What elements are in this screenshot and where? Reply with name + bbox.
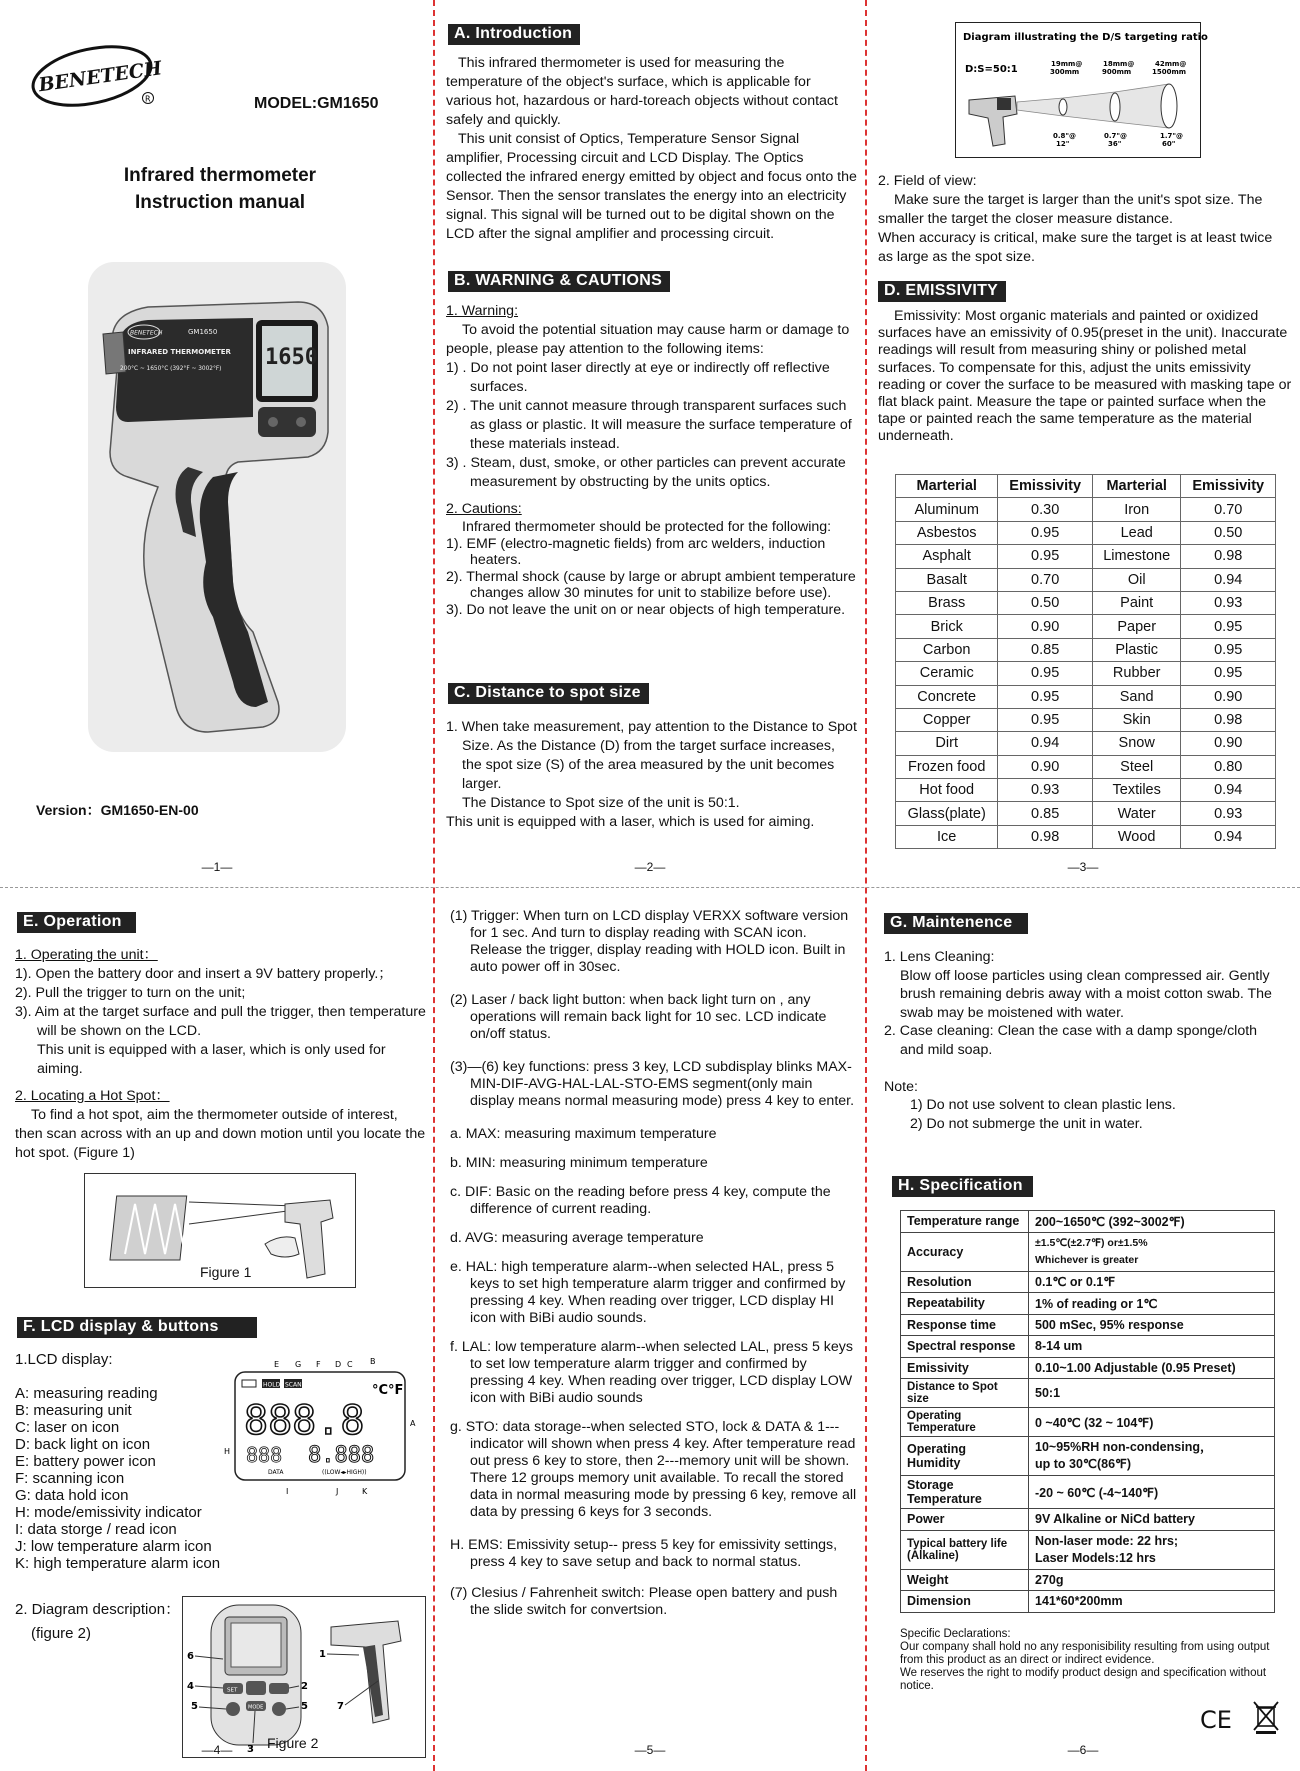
spec-value-line: Laser Models:12 hrs bbox=[1035, 1550, 1156, 1565]
table-row bbox=[896, 638, 1276, 661]
spot-size-label: 1.7"@ bbox=[1160, 132, 1184, 140]
table-cell: 0.50 bbox=[998, 591, 1093, 614]
table-header: Marterial bbox=[1092, 475, 1181, 498]
operation-step: 2). Pull the trigger to turn on the unit; bbox=[15, 985, 246, 1001]
spec-label: Distance to Spot size bbox=[901, 1379, 1029, 1408]
table-cell: Asbestos bbox=[896, 521, 998, 544]
table-cell: Skin bbox=[1092, 708, 1181, 731]
table-cell: 0.70 bbox=[998, 568, 1093, 591]
spec-value: 0 ~40℃ (32 ~ 104℉) bbox=[1029, 1408, 1275, 1437]
lcd-main-digits: 888.8 bbox=[244, 1398, 365, 1444]
table-row bbox=[901, 1379, 1275, 1408]
warning-subheading: 1. Warning: bbox=[446, 303, 519, 319]
warnings-block bbox=[446, 302, 858, 618]
list-item: g. STO: data storage--when selected STO, lock & DATA & 1---indicator will shown when press 4 key. After temperature read out press 6 key to store, then 2---memory unit will be shown. There 12 groups memory unit available. To recall the stored data in normal measuring mode by pressing 6 key, remove all data by pressing 6 keys for 3 seconds. bbox=[450, 1419, 857, 1520]
table-cell: 0.95 bbox=[1181, 638, 1276, 661]
lcd-callout-letter: B bbox=[370, 1357, 376, 1366]
lcd-callout-letter: D bbox=[335, 1360, 342, 1369]
warning-item: 1) . Do not point laser directly at eye or indirectly off reflective surfaces. bbox=[446, 360, 830, 395]
ds-ratio-label: D:S=50:1 bbox=[965, 64, 1018, 75]
table-cell: 0.90 bbox=[998, 615, 1093, 638]
spot-size-label: 0.7"@ bbox=[1104, 132, 1128, 140]
operation-heading: E. Operation bbox=[17, 912, 136, 933]
table-cell: Ice bbox=[896, 825, 998, 848]
table-cell: Basalt bbox=[896, 568, 998, 591]
table-cell: 0.94 bbox=[998, 732, 1093, 755]
svg-text:R: R bbox=[145, 94, 151, 104]
maintenance-text bbox=[884, 948, 1284, 1133]
operating-subheading: 1. Operating the unit： bbox=[15, 947, 158, 963]
caution-intro: Infrared thermometer should be protected for the following: bbox=[462, 519, 832, 535]
emissivity-paragraph: Emissivity: Most organic materials and painted or oxidized surfaces have an emissivity of 0.95(preset in the unit). Inaccurate readings will result from measuring shiny or polished metal surfaces. To compensate for this, adjust the units emissivity reading or cover the surface to be measured with masking tape or flat black paint. Measure the tape or painted surface when the tape or painted reach the same temperature as the material underneath. bbox=[878, 308, 1292, 445]
spec-value-line: 10~95%RH non-condensing， bbox=[1035, 1440, 1213, 1454]
list-item: d. AVG: measuring average temperature bbox=[450, 1230, 704, 1246]
table-row bbox=[896, 591, 1276, 614]
table-cell: 0.94 bbox=[1181, 779, 1276, 802]
distance-paragraph-2: The Distance to Spot size of the unit is 50:1. bbox=[462, 795, 740, 811]
lcd-scan-icon: SCAN bbox=[285, 1381, 302, 1389]
device-label-text: INFRARED THERMOMETER bbox=[128, 348, 231, 356]
spec-label: Power bbox=[901, 1509, 1029, 1531]
button-callout-number: 2 bbox=[301, 1681, 308, 1692]
declarations-heading: Specific Declarations: bbox=[900, 1628, 1011, 1640]
table-cell: Snow bbox=[1092, 732, 1181, 755]
operation-text bbox=[15, 944, 429, 1163]
lcd-heading: F. LCD display & buttons bbox=[17, 1317, 257, 1338]
lcd-legend bbox=[15, 1351, 240, 1572]
spec-value: 270g bbox=[1029, 1569, 1275, 1591]
page-number: —5— bbox=[634, 1743, 666, 1757]
warning-heading: B. WARNING & CAUTIONS bbox=[448, 271, 670, 292]
fov-paragraph-2: When accuracy is critical, make sure the target is at least twice as large as the spot size. bbox=[878, 230, 1273, 265]
list-item: G: data hold icon bbox=[15, 1487, 129, 1504]
operation-step: 3). Aim at the target surface and pull the trigger, then temperature will be shown on the LCD. bbox=[15, 1004, 426, 1039]
spot-size-label: 1500mm bbox=[1152, 68, 1187, 76]
lcd-hold-icon: HOLD bbox=[263, 1381, 281, 1389]
list-item: a. MAX: measuring maximum temperature bbox=[450, 1126, 717, 1142]
table-row bbox=[901, 1314, 1275, 1336]
table-cell: 0.93 bbox=[998, 779, 1093, 802]
lcd-sub-digits: 8.888 bbox=[308, 1443, 375, 1468]
section-c-title bbox=[448, 683, 649, 704]
lcd-legend-list bbox=[15, 1385, 240, 1572]
list-item: (1) Trigger: When turn on LCD display VERXX software version for 1 sec. And turn to display reading with SCAN icon. Release the trigger, display reading with HOLD icon. Built in auto power off in 30sec. bbox=[450, 908, 849, 975]
list-item: (2) Laser / back light button: when back light turn on , any operations will remain back light for 10 sec. LCD indicate on/off status. bbox=[450, 992, 827, 1042]
figure-2-caption: Figure 2 bbox=[267, 1735, 319, 1751]
thermometer-photo bbox=[88, 262, 346, 752]
section-a-title bbox=[448, 24, 580, 45]
section-d-title bbox=[878, 281, 1006, 302]
page-5 bbox=[434, 888, 866, 1771]
spec-label: Typical battery life (Alkaline) bbox=[901, 1530, 1029, 1569]
table-cell: 0.90 bbox=[998, 755, 1093, 778]
page-4 bbox=[0, 888, 434, 1771]
field-of-view bbox=[878, 172, 1288, 267]
warning-item: 3) . Steam, dust, smoke, or other particles can prevent accurate measurement by obstructing by the units optics. bbox=[446, 455, 846, 490]
hot-spot-subheading: 2. Locating a Hot Spot： bbox=[15, 1088, 170, 1104]
table-cell: Water bbox=[1092, 802, 1181, 825]
page-number: —2— bbox=[634, 860, 666, 874]
lcd-data-icon: DATA bbox=[268, 1469, 284, 1476]
list-item: A: measuring reading bbox=[15, 1385, 158, 1402]
distance-paragraph-3: This unit is equipped with a laser, which is used for aiming. bbox=[446, 814, 815, 830]
spec-value-line: up to 30℃(86℉) bbox=[1035, 1457, 1132, 1471]
table-row bbox=[896, 802, 1276, 825]
spec-value: 500 mSec, 95% response bbox=[1029, 1314, 1275, 1336]
table-cell: Plastic bbox=[1092, 638, 1181, 661]
table-cell: 0.70 bbox=[1181, 498, 1276, 521]
table-cell: Limestone bbox=[1092, 545, 1181, 568]
page-number: —3— bbox=[1067, 860, 1099, 874]
hot-spot-paragraph: To find a hot spot, aim the thermometer outside of interest, then scan across with an up and down motion until you locate the hot spot. (Figure 1) bbox=[15, 1107, 426, 1161]
spec-label: Repeatability bbox=[901, 1293, 1029, 1315]
operation-step: 1). Open the battery door and insert a 9V battery properly.； bbox=[15, 966, 393, 982]
table-cell: Paint bbox=[1092, 591, 1181, 614]
table-cell: Asphalt bbox=[896, 545, 998, 568]
button-callout-number: 5 bbox=[301, 1701, 308, 1712]
table-row bbox=[896, 545, 1276, 568]
spec-label: Temperature range bbox=[901, 1211, 1029, 1233]
intro-paragraph-1: This infrared thermometer is used for measuring the temperature of the object's surface, which is applicable for various hot, hazardous or hard-toreach objects without contact safely and quickly. bbox=[446, 55, 838, 128]
spec-label: Weight bbox=[901, 1569, 1029, 1591]
table-cell: Carbon bbox=[896, 638, 998, 661]
table-cell: Rubber bbox=[1092, 662, 1181, 685]
section-f-title bbox=[17, 1317, 257, 1338]
spec-value: 9V Alkaline or NiCd battery bbox=[1029, 1509, 1275, 1531]
spec-value: 8-14 um bbox=[1029, 1336, 1275, 1358]
lcd-callout-letter: E bbox=[274, 1360, 280, 1369]
spot-size-label: 18mm@ bbox=[1103, 60, 1135, 68]
spot-size-label: 42mm@ bbox=[1155, 60, 1187, 68]
version-label: Version：GM1650-EN-00 bbox=[36, 802, 199, 818]
table-cell: 0.95 bbox=[1181, 662, 1276, 685]
spec-label: Spectral response bbox=[901, 1336, 1029, 1358]
table-row bbox=[901, 1476, 1275, 1509]
declarations bbox=[900, 1628, 1280, 1693]
section-h-title bbox=[892, 1176, 1033, 1197]
table-row bbox=[896, 662, 1276, 685]
list-item: f. LAL: low temperature alarm--when selected LAL, press 5 keys to set low temperature alarm trigger and confirmed by pressing 4 key. When reading over trigger, LCD display LOW icon with BiBi audio sounds bbox=[450, 1339, 853, 1406]
table-row bbox=[901, 1271, 1275, 1293]
caution-item: 2). Thermal shock (cause by large or abrupt ambient temperature changes allow 30 minutes for unit to stabilize before use). bbox=[446, 568, 856, 601]
table-row bbox=[901, 1357, 1275, 1379]
device-range-text: 200°C ~ 1650°C (392°F ~ 3002°F) bbox=[120, 366, 222, 372]
distance-heading: C. Distance to spot size bbox=[448, 683, 649, 704]
table-cell: Concrete bbox=[896, 685, 998, 708]
button-callout-number: 3 bbox=[247, 1744, 254, 1755]
device-reading-text: 1650 bbox=[265, 345, 318, 370]
table-cell: Oil bbox=[1092, 568, 1181, 591]
diagram-subheading: (figure 2) bbox=[31, 1625, 92, 1642]
list-item: J: low temperature alarm icon bbox=[15, 1538, 212, 1555]
lcd-display-diagram bbox=[224, 1356, 428, 1496]
note-item: 1) Do not use solvent to clean plastic lens. bbox=[910, 1097, 1176, 1114]
table-cell: Dirt bbox=[896, 732, 998, 755]
spec-label: Resolution bbox=[901, 1271, 1029, 1293]
lcd-sub-digits: 888 bbox=[246, 1443, 283, 1467]
table-cell: 0.95 bbox=[1181, 615, 1276, 638]
table-cell: 0.98 bbox=[1181, 545, 1276, 568]
document-title bbox=[60, 162, 380, 216]
table-cell: 0.50 bbox=[1181, 521, 1276, 544]
table-cell: Copper bbox=[896, 708, 998, 731]
lcd-callout-letter: C bbox=[347, 1360, 353, 1369]
caution-subheading: 2. Cautions: bbox=[446, 501, 522, 517]
spec-value: 1% of reading or 1℃ bbox=[1029, 1293, 1275, 1315]
table-cell: 0.94 bbox=[1181, 825, 1276, 848]
specification-table bbox=[900, 1210, 1275, 1613]
table-row bbox=[901, 1591, 1275, 1613]
table-cell: 0.90 bbox=[1181, 732, 1276, 755]
page-number: —4— bbox=[201, 1743, 233, 1757]
section-e-title bbox=[17, 912, 136, 933]
maintenance-item: 1. Lens Cleaning: bbox=[884, 949, 995, 965]
spot-size-label: 0.8"@ bbox=[1053, 132, 1077, 140]
table-row bbox=[901, 1530, 1275, 1569]
table-cell: 0.95 bbox=[998, 662, 1093, 685]
spec-value: 141*60*200mm bbox=[1029, 1591, 1275, 1613]
list-item: E: battery power icon bbox=[15, 1453, 156, 1470]
table-row bbox=[896, 498, 1276, 521]
diagram-title: Diagram illustrating the D/S targeting ratio bbox=[963, 32, 1208, 43]
spec-value-line: Whichever is greater bbox=[1035, 1253, 1139, 1266]
distance-text bbox=[446, 718, 858, 832]
lcd-alarm-icon: ((LOW◂▸HIGH)) bbox=[322, 1469, 367, 1476]
spec-label: Dimension bbox=[901, 1591, 1029, 1613]
list-item: (7) Clesius / Fahrenheit switch: Please open battery and push the slide switch for convertsion. bbox=[450, 1585, 838, 1618]
table-cell: Hot food bbox=[896, 779, 998, 802]
table-cell: Frozen food bbox=[896, 755, 998, 778]
table-row bbox=[896, 755, 1276, 778]
list-item: B: measuring unit bbox=[15, 1402, 132, 1419]
title-line-1: Infrared thermometer bbox=[123, 165, 317, 186]
table-row bbox=[896, 779, 1276, 802]
distance-paragraph-1: 1. When take measurement, pay attention to the Distance to Spot Size. As the Distance (D) from the target surface increases, the spot size (S) of the area measured by the unit becomes larger. bbox=[446, 719, 857, 792]
intro-text bbox=[446, 54, 858, 244]
figure-2 bbox=[182, 1596, 426, 1758]
caution-item: 3). Do not leave the unit on or near objects of high temperature. bbox=[446, 601, 846, 618]
fov-paragraph-1: Make sure the target is larger than the unit's spot size. The smaller the target the closer measure distance. bbox=[878, 192, 1263, 227]
spec-label: Operating Temperature bbox=[901, 1408, 1029, 1437]
device-model-text: GM1650 bbox=[188, 328, 218, 336]
table-row bbox=[896, 825, 1276, 848]
lcd-callout-letter: I bbox=[286, 1487, 289, 1496]
table-cell: 0.85 bbox=[998, 638, 1093, 661]
table-cell: 0.90 bbox=[1181, 685, 1276, 708]
list-item: C: laser on icon bbox=[15, 1419, 120, 1436]
list-item: D: back light on icon bbox=[15, 1436, 151, 1453]
spec-value-line: ±1.5℃(±2.7℉) or±1.5% bbox=[1035, 1236, 1148, 1249]
table-cell: 0.95 bbox=[998, 685, 1093, 708]
spot-size-label: 12" bbox=[1056, 140, 1070, 148]
spec-value bbox=[1029, 1232, 1275, 1271]
spec-value: -20 ~ 60℃ (-4~140℉) bbox=[1029, 1476, 1275, 1509]
declarations-text: Our company shall hold no any responisibility resulting from using output from this product as an direct or indirect evidence. We reserves the right to modify product design and specification without notice. bbox=[900, 1641, 1270, 1692]
table-row bbox=[901, 1232, 1275, 1271]
specification-heading: H. Specification bbox=[892, 1176, 1033, 1197]
note-item: 2) Do not submerge the unit in water. bbox=[910, 1115, 1143, 1132]
table-cell: Glass(plate) bbox=[896, 802, 998, 825]
page-3 bbox=[866, 0, 1300, 888]
table-row bbox=[896, 685, 1276, 708]
table-cell: 0.85 bbox=[998, 802, 1093, 825]
spec-label: Accuracy bbox=[901, 1232, 1029, 1271]
table-row bbox=[901, 1437, 1275, 1476]
emissivity-table bbox=[895, 474, 1276, 849]
table-cell: Sand bbox=[1092, 685, 1181, 708]
table-row bbox=[901, 1336, 1275, 1358]
button-callout-number: 7 bbox=[337, 1701, 344, 1712]
table-row bbox=[896, 521, 1276, 544]
spot-size-label: 900mm bbox=[1102, 68, 1132, 76]
lcd-callout-letter: A bbox=[410, 1419, 416, 1428]
set-button-label: SET bbox=[227, 1687, 238, 1694]
table-row bbox=[896, 568, 1276, 591]
table-cell: 0.98 bbox=[1181, 708, 1276, 731]
table-row bbox=[896, 732, 1276, 755]
table-row bbox=[896, 708, 1276, 731]
list-item: H. EMS: Emissivity setup-- press 5 key for emissivity settings, press 4 key to save setup and back to normal status. bbox=[450, 1537, 838, 1570]
table-cell: 0.94 bbox=[1181, 568, 1276, 591]
list-item: (3)—(6) key functions: press 3 key, LCD subdisplay blinks MAX-MIN-DIF-AVG-HAL-LAL-STO-EMS segment(only main display means normal measuring mode) press 4 key to enter. bbox=[450, 1059, 855, 1109]
section-b-title bbox=[448, 271, 670, 292]
table-cell: Aluminum bbox=[896, 498, 998, 521]
button-callout-number: 6 bbox=[187, 1651, 194, 1662]
table-row bbox=[901, 1569, 1275, 1591]
table-cell: Wood bbox=[1092, 825, 1181, 848]
table-header-row bbox=[896, 475, 1276, 498]
table-cell: 0.95 bbox=[998, 521, 1093, 544]
spec-label: Emissivity bbox=[901, 1357, 1029, 1379]
device-brand-text: BENETECH bbox=[130, 329, 163, 337]
table-row bbox=[901, 1509, 1275, 1531]
spec-value: 50:1 bbox=[1029, 1379, 1275, 1408]
table-row bbox=[901, 1211, 1275, 1233]
spec-value-line: Non-laser mode: 22 hrs; bbox=[1035, 1533, 1179, 1548]
table-cell: 0.93 bbox=[1181, 802, 1276, 825]
lcd-subheading: 1.LCD display: bbox=[15, 1351, 113, 1368]
spot-size-label: 300mm bbox=[1050, 68, 1080, 76]
table-header: Emissivity bbox=[1181, 475, 1276, 498]
table-row bbox=[896, 615, 1276, 638]
emissivity-heading: D. EMISSIVITY bbox=[878, 281, 1006, 302]
table-header: Emissivity bbox=[998, 475, 1093, 498]
table-cell: 0.95 bbox=[998, 708, 1093, 731]
warning-item: 2) . The unit cannot measure through transparent surfaces such as glass or plastic. It will measure the surface temperature of these materials instead. bbox=[446, 398, 852, 452]
table-cell: Lead bbox=[1092, 521, 1181, 544]
list-item: c. DIF: Basic on the reading before press 4 key, compute the difference of current reading. bbox=[450, 1184, 831, 1217]
list-item: I: data storge / read icon bbox=[15, 1521, 177, 1538]
table-cell: 0.30 bbox=[998, 498, 1093, 521]
intro-paragraph-2: This unit consist of Optics, Temperature Sensor Signal amplifier, Processing circuit and LCD Display. The Optics collected the infrared energy emitted by object and focus onto the Sensor. Then the sensor translates the energy into an electricity signal. This signal will be turned out to be digital shown on the LCD after the signal amplifier and processing circuit. bbox=[446, 131, 857, 242]
table-cell: 0.93 bbox=[1181, 591, 1276, 614]
table-cell: 0.98 bbox=[998, 825, 1093, 848]
spec-label: Response time bbox=[901, 1314, 1029, 1336]
table-cell: Brick bbox=[896, 615, 998, 638]
page-1 bbox=[0, 0, 434, 888]
button-callout-number: 1 bbox=[319, 1649, 326, 1660]
section-g-title bbox=[884, 913, 1028, 934]
weee-bin-icon bbox=[1252, 1700, 1280, 1734]
table-cell: Paper bbox=[1092, 615, 1181, 638]
caution-item: 1). EMF (electro-magnetic fields) from arc welders, induction heaters. bbox=[446, 535, 826, 568]
page-number: —1— bbox=[201, 860, 233, 874]
figure-1-caption: Figure 1 bbox=[200, 1264, 252, 1280]
list-item: F: scanning icon bbox=[15, 1470, 125, 1487]
page-2 bbox=[434, 0, 866, 888]
list-item: e. HAL: high temperature alarm--when selected HAL, press 5 keys to set high temperature alarm trigger and confirmed by pressing 4 key. When reading over trigger, LCD display HI icon with BiBi audio sounds. bbox=[450, 1259, 846, 1326]
spot-size-label: 36" bbox=[1108, 140, 1122, 148]
spot-size-label: 19mm@ bbox=[1051, 60, 1083, 68]
spec-value: 0.1℃ or 0.1℉ bbox=[1029, 1271, 1275, 1293]
ds-ratio-diagram bbox=[955, 22, 1208, 158]
list-item: b. MIN: measuring minimum temperature bbox=[450, 1155, 708, 1171]
lcd-callout-letter: H bbox=[224, 1447, 231, 1456]
spec-value: 0.10~1.00 Adjustable (0.95 Preset) bbox=[1029, 1357, 1275, 1379]
button-callout-number: 4 bbox=[187, 1681, 194, 1692]
button-callout-number: 5 bbox=[191, 1701, 198, 1712]
intro-heading: A. Introduction bbox=[448, 24, 580, 45]
note-heading: Note: bbox=[884, 1078, 918, 1095]
table-cell: Iron bbox=[1092, 498, 1181, 521]
brand-logo-text: BENETECH bbox=[37, 57, 164, 97]
spot-size-label: 60" bbox=[1162, 140, 1176, 148]
emissivity-text bbox=[878, 308, 1292, 446]
lcd-unit-icon: °C°F bbox=[372, 1383, 404, 1398]
warning-intro: To avoid the potential situation may cause harm or damage to people, please pay attention to the following items: bbox=[446, 322, 850, 357]
diagram-heading: 2. Diagram description： bbox=[15, 1601, 181, 1618]
maintenance-item: Blow off loose particles using clean compressed air. Gently brush remaining debris away with a moist cotton swab. The swab may be moistened with water. bbox=[900, 967, 1272, 1021]
table-cell: 0.80 bbox=[1181, 755, 1276, 778]
model-label: MODEL:GM1650 bbox=[254, 95, 379, 112]
table-cell: Ceramic bbox=[896, 662, 998, 685]
lcd-callout-letter: K bbox=[362, 1487, 368, 1496]
spec-value: 200~1650℃ (392~3002℉) bbox=[1029, 1211, 1275, 1233]
list-item: H: mode/emissivity indicator bbox=[15, 1504, 202, 1521]
lcd-callout-letter: J bbox=[336, 1487, 339, 1496]
table-row bbox=[901, 1408, 1275, 1437]
page-number: —6— bbox=[1067, 1743, 1099, 1757]
mode-button-label: MODE bbox=[248, 1704, 264, 1711]
spec-value bbox=[1029, 1437, 1275, 1476]
page-6 bbox=[866, 888, 1300, 1771]
figure-1 bbox=[84, 1173, 356, 1288]
ce-mark: CE bbox=[1200, 1706, 1232, 1734]
table-cell: 0.95 bbox=[998, 545, 1093, 568]
functions-list bbox=[450, 908, 860, 1619]
benetech-logo bbox=[28, 40, 164, 110]
table-cell: Steel bbox=[1092, 755, 1181, 778]
list-item: K: high temperature alarm icon bbox=[15, 1555, 221, 1572]
operation-note: This unit is equipped with a laser, which is only used for aiming. bbox=[37, 1042, 386, 1077]
spec-value bbox=[1029, 1530, 1275, 1569]
table-cell: Textiles bbox=[1092, 779, 1181, 802]
lcd-callout-letter: F bbox=[316, 1360, 321, 1369]
table-header: Marterial bbox=[896, 475, 998, 498]
spec-label: Storage Temperature bbox=[901, 1476, 1029, 1509]
maintenance-heading: G. Maintenence bbox=[884, 913, 1028, 934]
table-cell: Brass bbox=[896, 591, 998, 614]
title-line-2: Instruction manual bbox=[135, 192, 305, 213]
lcd-callout-letter: G bbox=[295, 1360, 302, 1369]
spec-label: Operating Humidity bbox=[901, 1437, 1029, 1476]
table-row bbox=[901, 1293, 1275, 1315]
maintenance-item: 2. Case cleaning: Clean the case with a damp sponge/cloth and mild soap. bbox=[884, 1023, 1258, 1058]
fov-heading: 2. Field of view: bbox=[878, 173, 977, 189]
